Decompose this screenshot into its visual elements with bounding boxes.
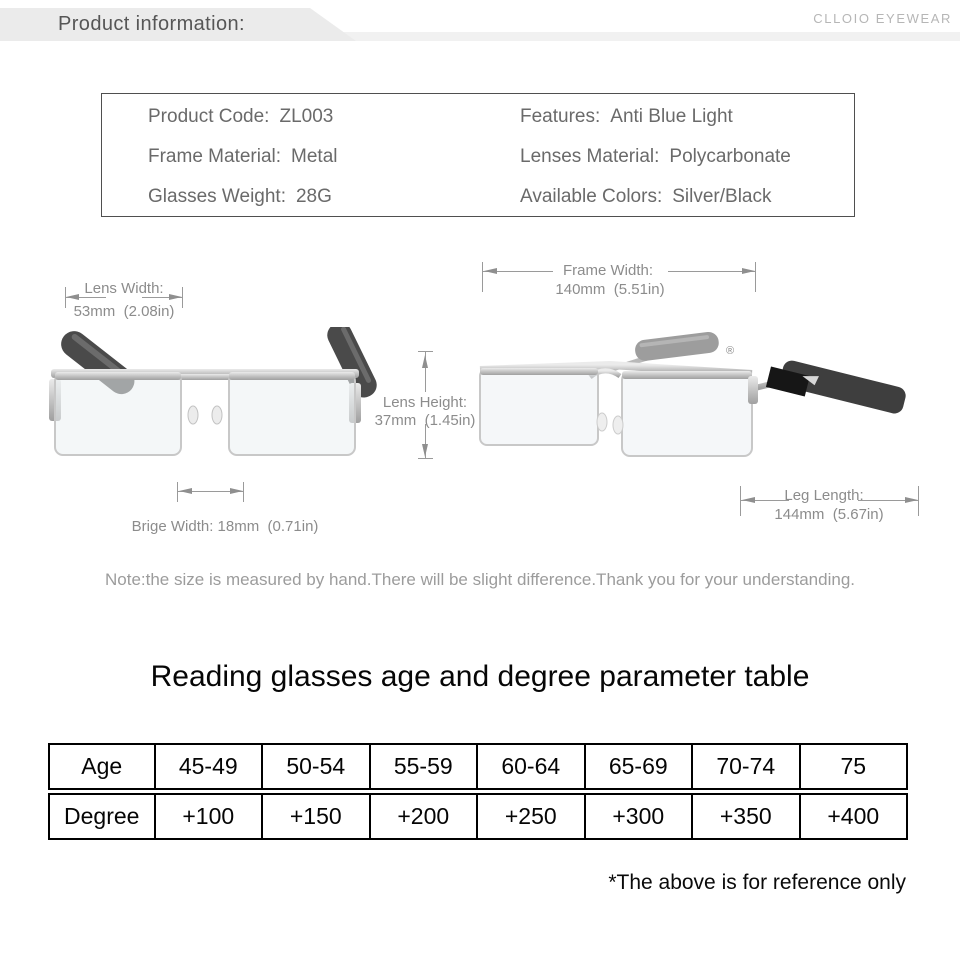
- arrow-right-icon: [169, 294, 182, 300]
- arrow-left-icon: [66, 294, 79, 300]
- field-value: Silver/Black: [672, 186, 772, 207]
- table-cell: 50-54: [263, 743, 371, 790]
- info-row-glasses-weight: [148, 186, 332, 208]
- field-value: Metal: [291, 146, 338, 167]
- row-header-cell: Age: [48, 743, 156, 790]
- field-label: Available Colors:: [520, 186, 663, 207]
- hinge-near: [748, 376, 758, 404]
- arrow-right-icon: [230, 488, 243, 494]
- info-row-features: [520, 106, 733, 128]
- lens-height-value: 37mm (1.45in): [374, 412, 476, 429]
- info-row-lenses-material: [520, 146, 791, 168]
- table-cell: +300: [586, 793, 694, 840]
- dim-tick: [740, 486, 741, 516]
- field-value: Polycarbonate: [669, 146, 791, 167]
- arrow-right-icon: [742, 268, 755, 274]
- info-row-frame-material: [148, 146, 338, 168]
- lens-near-rim: [622, 371, 752, 379]
- table-cell: 60-64: [478, 743, 586, 790]
- field-label: Frame Material:: [148, 146, 282, 167]
- table-cell: +350: [693, 793, 801, 840]
- table-cell: 55-59: [371, 743, 479, 790]
- leg-length-value: 144mm (5.67in): [774, 506, 884, 523]
- table-cell: 75: [801, 743, 909, 790]
- reference-footnote: *The above is for reference only: [608, 871, 906, 894]
- info-row-available-colors: [520, 186, 771, 208]
- lens-right: [229, 373, 355, 455]
- nose-pad-right: [212, 406, 222, 424]
- table-row-age: [48, 743, 908, 790]
- age-degree-table: [48, 740, 908, 843]
- bridge-width-value: 18mm (0.71in): [217, 518, 319, 535]
- lens-width-value: 53mm (2.08in): [73, 303, 175, 320]
- field-value: Anti Blue Light: [610, 106, 733, 127]
- field-value: ZL003: [279, 106, 334, 127]
- dim-tick: [482, 262, 483, 292]
- field-label: Lenses Material:: [520, 146, 660, 167]
- field-label: Product Code:: [148, 106, 270, 127]
- table-cell: 45-49: [156, 743, 264, 790]
- table-row-degree: [48, 793, 908, 840]
- arrow-left-icon: [742, 497, 755, 503]
- arrow-up-icon: [422, 355, 428, 368]
- dim-tick: [243, 482, 244, 502]
- dim-tick: [418, 458, 433, 459]
- measurement-note: Note:the size is measured by hand.There will be slight difference.Thank you for your understanding.: [105, 570, 855, 589]
- field-value: 28G: [295, 186, 332, 207]
- glasses-side-image: [450, 322, 920, 487]
- temple-tip-carbon-icon: [766, 359, 908, 416]
- nose-pad-left: [188, 406, 198, 424]
- lens-right-rim: [229, 372, 355, 380]
- table-heading: Reading glasses age and degree parameter table: [150, 660, 810, 693]
- bridge-width-annotation: [115, 501, 319, 552]
- info-row-product-code: [148, 106, 333, 128]
- dim-tick: [755, 262, 756, 292]
- temple-tip-rubber-icon: [634, 331, 720, 362]
- lens-far-rim: [480, 368, 598, 375]
- lens-height-label: Lens Height:: [382, 394, 468, 411]
- field-label: Glasses Weight:: [148, 186, 286, 207]
- glasses-front-image: [25, 327, 385, 482]
- table-cell: +250: [478, 793, 586, 840]
- row-header-cell: Degree: [48, 793, 156, 840]
- bridge-width-label: Brige Width:: [131, 518, 214, 535]
- product-info-box: [101, 93, 855, 217]
- dim-tick: [177, 482, 178, 502]
- arrow-right-icon: [905, 497, 918, 503]
- registered-mark: ®: [726, 345, 735, 357]
- arrow-down-icon: [422, 444, 428, 457]
- leg-length-label: Leg Length:: [784, 487, 864, 504]
- nose-pad-right: [613, 416, 623, 434]
- lens-near: [622, 372, 752, 456]
- table-cell: +150: [263, 793, 371, 840]
- table-cell: +200: [371, 793, 479, 840]
- dim-tick: [918, 486, 919, 516]
- arrow-left-icon: [484, 268, 497, 274]
- frame-width-value: 140mm (5.51in): [555, 281, 665, 298]
- table-cell: 65-69: [586, 743, 694, 790]
- table-cell: +100: [156, 793, 264, 840]
- table-cell: +400: [801, 793, 909, 840]
- page-title: Product information:: [58, 13, 245, 35]
- field-label: Features:: [520, 106, 601, 127]
- table-cell: 70-74: [693, 743, 801, 790]
- brand-name: CLLOIO EYEWEAR: [813, 11, 952, 26]
- lens-left-rim: [55, 372, 181, 380]
- lens-left: [55, 373, 181, 455]
- nose-pad-left: [597, 413, 607, 431]
- arrow-left-icon: [179, 488, 192, 494]
- frame-bridge: [175, 374, 235, 380]
- lens-width-label: Lens Width:: [84, 280, 164, 297]
- frame-width-label: Frame Width:: [562, 262, 653, 279]
